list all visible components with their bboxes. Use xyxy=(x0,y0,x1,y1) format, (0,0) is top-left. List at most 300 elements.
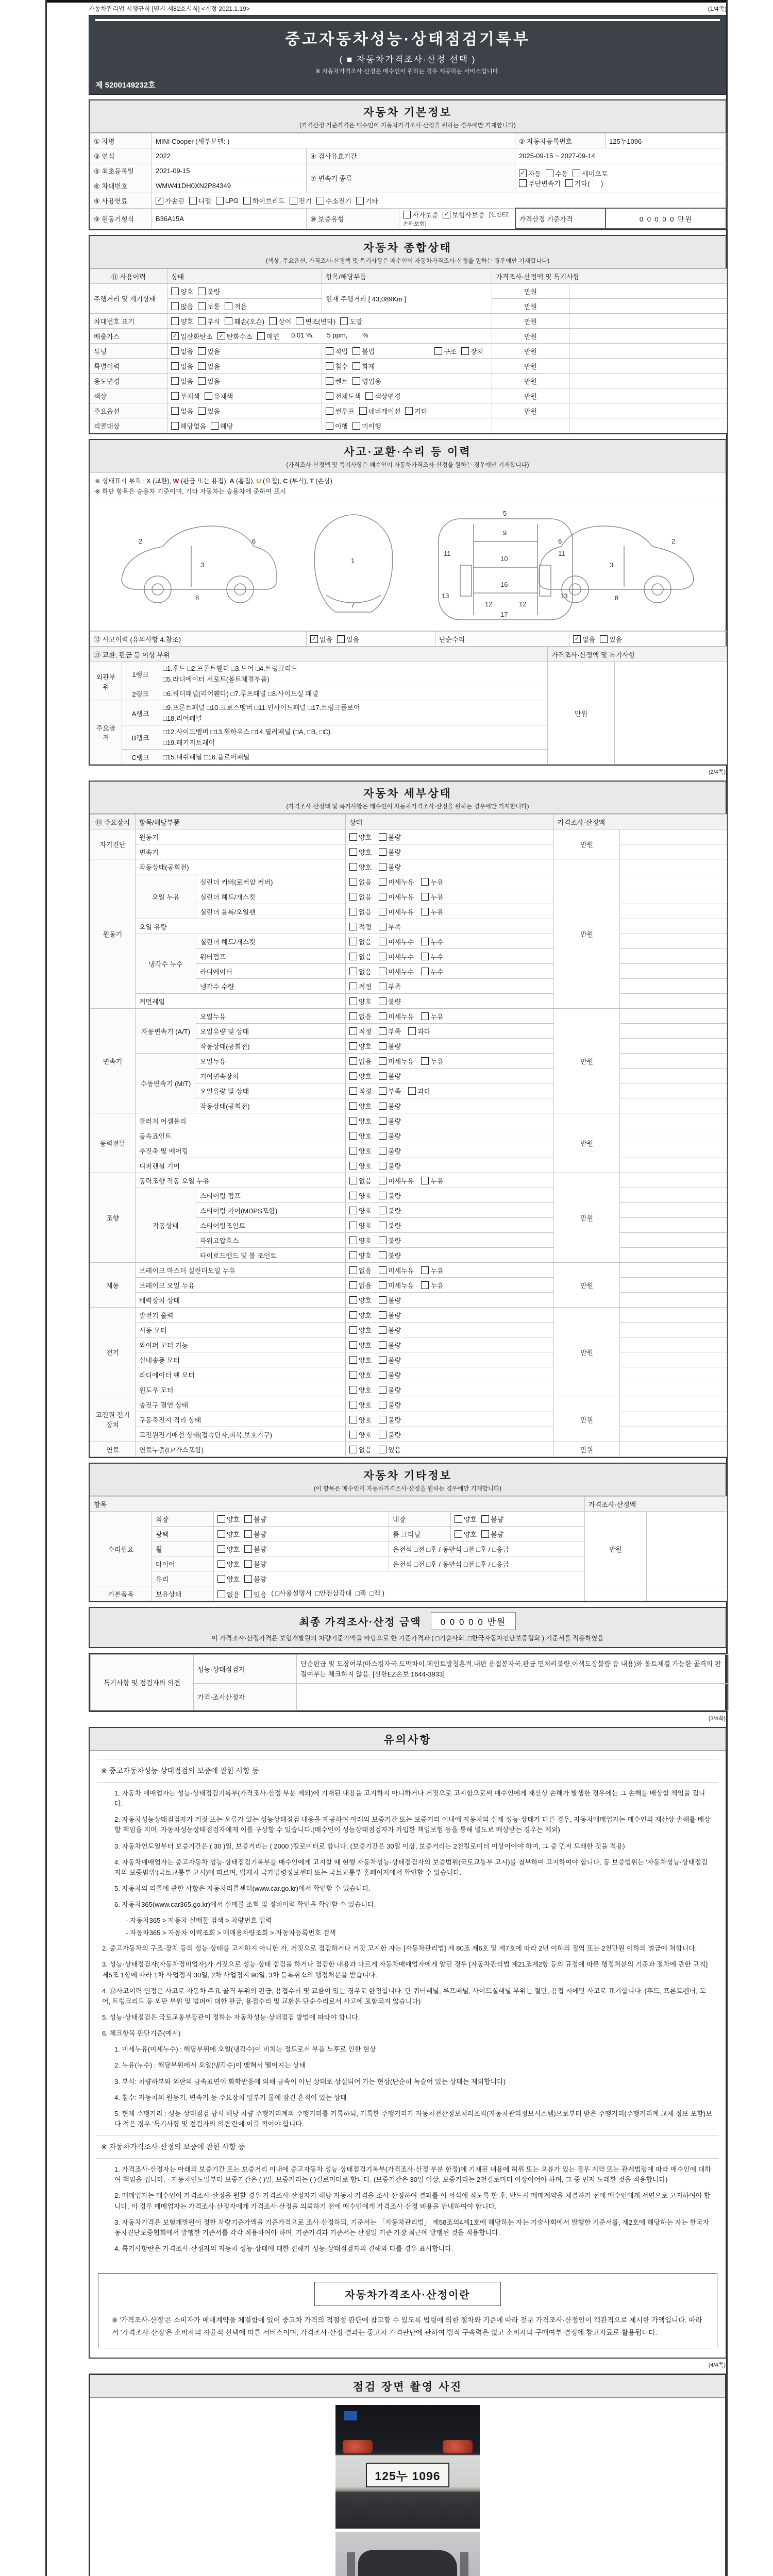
checkbox-label: 양호 xyxy=(359,1117,372,1125)
checkbox-glyph xyxy=(290,197,297,205)
price-unit: 만원 xyxy=(554,859,620,1009)
legend-part: C xyxy=(283,478,288,485)
svg-text:17: 17 xyxy=(500,611,508,618)
checkbox-label: 불량 xyxy=(491,1515,504,1523)
price-unit: 만원 xyxy=(554,1263,620,1308)
inspection-period-label: ④ 검사유효기간 xyxy=(307,148,515,163)
checkbox-glyph xyxy=(379,1132,386,1140)
checkbox-glyph xyxy=(217,1545,225,1553)
checkbox-label: 수동 xyxy=(555,170,568,178)
price-unit: 만원 xyxy=(554,1173,620,1263)
item-label: 배력장치 상태 xyxy=(136,1293,346,1308)
detail-row xyxy=(90,919,727,934)
svg-text:16: 16 xyxy=(500,581,508,588)
state-options xyxy=(346,1412,554,1427)
checkbox-label: 불량 xyxy=(388,1042,401,1050)
checkbox-label: 전기 xyxy=(298,197,312,205)
item-label: 브레이크 오일 누유 xyxy=(136,1278,346,1293)
checkbox xyxy=(171,316,193,326)
notice-item: 5. 자동차의 리콜에 관한 사항은 자동차리콜센터(www.car.go.kr)에서 확인할 수 있습니다. xyxy=(114,1884,371,1892)
price-blank xyxy=(569,418,727,433)
state-options xyxy=(346,1128,554,1143)
checkbox-glyph xyxy=(198,317,206,325)
item-label: 실린더 커버(로커암 커버) xyxy=(196,874,346,889)
rank-items xyxy=(159,750,548,765)
checkbox-label: 수소전기 xyxy=(325,197,351,205)
device-group-label: 연료 xyxy=(90,1442,136,1457)
checkbox xyxy=(349,1056,372,1066)
checkbox-glyph xyxy=(379,1251,386,1259)
checkbox-label: 장치 xyxy=(470,347,483,355)
rank-items xyxy=(159,662,548,686)
state-options xyxy=(346,1098,554,1113)
item-label: 스티어링 기어(MDPS포함) xyxy=(196,1203,346,1218)
legend-part: (부식), xyxy=(288,478,310,485)
checkbox xyxy=(379,1385,401,1395)
checkbox xyxy=(379,1295,401,1305)
notice-item: 1. 자동차 매매업자는 성능·상태점검기록부(가격조사·산정 부분 제외)에 기재된 내용을 고지하지 아니하거나 거짓으로 고지함으로써 매수인에게 재산상 손해가 발생한 경우에는 그 손해를 배상할 책임을 집니다. xyxy=(114,1789,705,1808)
checkbox xyxy=(205,391,233,401)
exchange-panel-header: ⑬ 교환, 판금 등 이상 부위 xyxy=(90,647,548,662)
item-label: 작동상태(공회전) xyxy=(136,859,346,874)
checkbox xyxy=(379,1086,401,1096)
checkbox xyxy=(519,178,561,188)
checkbox-label: 양호 xyxy=(359,1371,372,1379)
rank-group-label: 외판부위 xyxy=(90,662,122,701)
price-blank xyxy=(620,1323,727,1337)
price-blank xyxy=(569,344,727,359)
checkbox-glyph xyxy=(379,1012,386,1020)
checkbox xyxy=(421,877,443,887)
checkbox-glyph xyxy=(340,317,348,325)
checkbox-glyph xyxy=(379,1192,386,1199)
rank-item-line: □1.후드 □2.프론트휀더 □3.도어 □4.트렁크리드 xyxy=(163,665,298,672)
checkbox-glyph xyxy=(198,407,206,415)
checkbox xyxy=(244,1559,266,1569)
checkbox xyxy=(349,1071,372,1081)
checkbox-label: 불량 xyxy=(388,1416,401,1424)
engine-type-label: ⑨ 원동기형식 xyxy=(90,208,152,229)
document-number: 제 5200149232호 xyxy=(95,81,156,90)
checkbox-glyph xyxy=(349,1117,357,1125)
checkbox xyxy=(171,421,206,431)
notice-item: 2. 누유(누수) : 해당부위에서 오일(냉각수)이 맺혀서 떨어지는 상태 xyxy=(114,2061,306,2070)
detail-row xyxy=(90,1143,727,1158)
reg-no-value: 125누1096 xyxy=(606,133,727,148)
checkbox-glyph xyxy=(205,392,212,400)
checkbox-glyph xyxy=(211,422,219,430)
checkbox xyxy=(379,937,414,946)
checkbox xyxy=(379,832,401,842)
checkbox-glyph xyxy=(326,347,333,355)
checkbox xyxy=(352,421,381,431)
final-price-value: 0 0 0 0 0 만원 xyxy=(431,1612,516,1630)
detail-row xyxy=(90,1308,727,1323)
checkbox-label: 양호 xyxy=(359,1236,372,1245)
checkbox-label: 누유 xyxy=(430,893,444,901)
special-history-label: 특별이력 xyxy=(90,359,167,374)
warranty-type-label: ⑩ 보증유형 xyxy=(307,208,399,229)
item-label: 변속기 xyxy=(136,844,346,859)
checkbox-label: 침수 xyxy=(335,362,348,370)
checkbox xyxy=(349,877,372,887)
checkbox-glyph xyxy=(349,1236,357,1244)
checkbox-label: 부족 xyxy=(388,1087,401,1095)
checkbox-label: 불법 xyxy=(362,347,375,355)
etc-col-item: 항목 xyxy=(90,1497,585,1512)
mileage-state-options xyxy=(167,284,322,299)
checkbox xyxy=(434,346,457,356)
checkbox xyxy=(379,1056,414,1066)
state-options xyxy=(346,1337,554,1352)
appraisal-info-title: 자동차가격조사·산정이란 xyxy=(314,2282,501,2306)
notice-item: 3. 부식: 차량하부와 외판의 금속표면이 화학반응에 의해 금속이 아닌 상태로 상실되어 가는 현상(단순히 녹슬어 있는 상태는 제외합니다) xyxy=(114,2077,506,2086)
item-label: 실린더 블록/오일팬 xyxy=(196,904,346,919)
checkbox-glyph: ✓ xyxy=(156,197,163,205)
price-unit: 만원 xyxy=(554,829,620,859)
photos-header xyxy=(90,2375,725,2398)
checkbox xyxy=(316,196,351,206)
checkbox-glyph xyxy=(421,878,429,886)
checkbox xyxy=(349,1325,372,1335)
item-label: 오일누유 xyxy=(196,1009,346,1024)
detail-row xyxy=(90,1113,727,1128)
detail-row xyxy=(90,1337,727,1352)
vin-mark-options xyxy=(167,314,492,329)
tuning-label: 튜닝 xyxy=(90,344,167,359)
notice-title: 유의사항 xyxy=(383,1734,432,1746)
price-blank xyxy=(620,1083,727,1098)
checkbox-glyph: ✓ xyxy=(310,635,318,643)
price-blank xyxy=(620,1128,727,1143)
car-silhouette xyxy=(358,2550,457,2576)
checkbox-glyph xyxy=(326,392,333,400)
checkbox-glyph xyxy=(217,1530,225,1538)
checkbox xyxy=(217,1559,240,1569)
svg-text:7: 7 xyxy=(351,601,355,609)
checkbox-label: 도말 xyxy=(349,317,363,326)
checkbox-glyph xyxy=(421,1177,429,1184)
warranty-insurer: [신한EZ손해보험] xyxy=(403,211,509,227)
checkbox-glyph xyxy=(171,317,179,325)
checkbox-glyph xyxy=(565,179,573,187)
checkbox-glyph xyxy=(349,1042,357,1050)
etc-col-price: 가격조사·산정액 xyxy=(585,1497,727,1512)
polish-label: 광택 xyxy=(152,1527,214,1541)
checkbox xyxy=(211,421,233,431)
checkbox-glyph xyxy=(217,1560,225,1568)
basic-info-note: (가격산정 기준가격은 매수인이 자동차가격조사·산정을 원하는 경우에만 기재합니다) xyxy=(299,123,516,129)
checkbox xyxy=(403,210,438,219)
checkbox-glyph xyxy=(379,938,386,945)
detail-row xyxy=(90,1397,727,1412)
final-price-note: 이 가격조사·산정가격은 보험개발원의 차량기준가액을 바탕으로 한 기준가격과 ( □기술사회, □한국자동차진단보증협회 ) 기준서를 적용하였음 xyxy=(211,1635,604,1642)
recall-label: 리콜대상 xyxy=(90,418,167,433)
checkbox xyxy=(481,1529,503,1539)
vin-value: WMW41DH0XN2P84349 xyxy=(152,178,307,193)
checkbox-glyph xyxy=(349,1251,357,1259)
checkbox-label: 불량 xyxy=(388,1222,401,1230)
etc-note: (이 항목은 매수인이 자동차가격조사·산정을 원하는 경우에만 기재합니다) xyxy=(314,1486,501,1492)
sub-group-label: 작동상태 xyxy=(136,1188,196,1263)
state-options xyxy=(346,1248,554,1263)
checkbox xyxy=(421,1176,443,1185)
checkbox-glyph xyxy=(171,287,179,295)
possession-options xyxy=(214,1586,585,1601)
checkbox-label: 없음 xyxy=(180,362,194,370)
checkbox xyxy=(379,1235,401,1245)
svg-text:6: 6 xyxy=(252,537,256,545)
overall-state-header xyxy=(90,236,726,268)
price-blank xyxy=(492,418,569,433)
checkbox-glyph xyxy=(379,1401,386,1409)
price-unit: 만원 xyxy=(492,374,569,388)
checkbox-label: 양호 xyxy=(227,1530,240,1538)
price-unit: 만원 xyxy=(492,344,569,359)
checkbox-glyph xyxy=(349,1207,357,1214)
checkbox-label: 없음 xyxy=(359,953,372,961)
state-options xyxy=(346,979,554,994)
price-unit: 만원 xyxy=(492,314,569,329)
checkbox-label: 양호 xyxy=(359,1147,372,1155)
checkbox-label: 불량 xyxy=(388,1236,401,1245)
checkbox-label: 미세누수 xyxy=(388,938,414,946)
checkbox xyxy=(349,981,372,991)
checkbox-label: 양호 xyxy=(227,1575,240,1583)
item-label: 스티어링 펌프 xyxy=(196,1188,346,1203)
legend-part: T xyxy=(310,478,314,485)
checkbox-label: 부족 xyxy=(388,982,401,991)
checkbox-label: 해당없음 xyxy=(180,422,207,430)
checkbox-glyph xyxy=(365,392,373,400)
state-options xyxy=(346,919,554,934)
checkbox-glyph xyxy=(421,1266,429,1274)
checkbox-label: 양호 xyxy=(227,1560,240,1568)
state-options xyxy=(346,1024,554,1039)
price-blank xyxy=(647,1512,727,1586)
checkbox-glyph xyxy=(379,1431,386,1438)
price-blank xyxy=(620,874,727,889)
checkbox-label: 불량 xyxy=(388,1072,401,1080)
checkbox xyxy=(290,196,312,206)
vin-mark-label: 차대번호 표기 xyxy=(90,314,167,329)
price-blank xyxy=(569,388,727,403)
checkbox-label: 전체도색 xyxy=(335,392,361,400)
item-label: 구동축전지 격리 상태 xyxy=(136,1412,346,1427)
checkbox xyxy=(379,1161,401,1171)
price-blank xyxy=(620,1397,727,1412)
svg-text:11: 11 xyxy=(558,550,565,557)
checkbox-label: 자동 xyxy=(528,170,542,178)
checkbox-glyph xyxy=(421,1012,429,1020)
rank-item-line: □5.라디에이터 서포트(볼트체결부품) xyxy=(163,675,270,683)
checkbox-label: 불량 xyxy=(388,1102,401,1110)
checkbox xyxy=(349,1161,372,1171)
checkbox-label: 양호 xyxy=(359,997,372,1006)
checkbox-label: 과다 xyxy=(417,1087,431,1095)
checkbox xyxy=(352,361,375,371)
legend-part: X xyxy=(146,478,151,485)
room-cleaning-label: 룸 크리닝 xyxy=(389,1527,451,1541)
checkbox xyxy=(349,1280,372,1290)
state-options xyxy=(346,1427,554,1442)
checkbox xyxy=(349,1445,372,1454)
checkbox xyxy=(225,301,247,311)
checkbox-label: 적정 xyxy=(359,923,372,931)
item-label: 실린더 헤드/개스킷 xyxy=(196,934,346,949)
exchange-price-header: 가격조사·산정액 및 특기사항 xyxy=(548,647,727,662)
checkbox-glyph xyxy=(257,332,265,340)
checkbox-label: 불량 xyxy=(388,848,401,856)
final-price-label: 최종 가격조사·산정 금액 xyxy=(299,1617,422,1628)
checkbox-label: 없음 xyxy=(582,635,596,643)
final-price-section xyxy=(89,1607,727,1648)
vehicle-diagram xyxy=(90,499,726,631)
inspection-photo-rear xyxy=(335,2405,480,2529)
checkbox-glyph xyxy=(421,938,429,945)
etc-info-table xyxy=(90,1496,727,1601)
repair-needed-label: 수리필요 xyxy=(90,1512,152,1586)
mileage-amount-options xyxy=(167,299,322,314)
checkbox-label: 부식 xyxy=(207,317,221,326)
checkbox-label: 양호 xyxy=(359,1431,372,1439)
notice-item: - 자동차365 > 자동차 이력조회 > 매매용차량조회 > 자동차등록번호 검색 xyxy=(126,1928,336,1937)
checkbox-label: 렌트 xyxy=(335,377,348,385)
state-options xyxy=(346,1323,554,1337)
checkbox-label: 양호 xyxy=(359,1102,372,1110)
current-mileage: 현재 주행거리 [ 43,089Km ] xyxy=(322,284,492,314)
notice-item: 6. 자동차365(www.car365.go.kr)에서 실매물 조회 및 정비이력 확인을 확인할 수 있습니다. xyxy=(114,1901,376,1909)
checkbox-glyph xyxy=(198,377,206,385)
state-options xyxy=(346,889,554,904)
state-options xyxy=(346,1308,554,1323)
main-options-detail xyxy=(322,403,492,418)
price-blank xyxy=(620,964,727,979)
price-blank xyxy=(620,1024,727,1039)
checkbox-label: 있음 xyxy=(207,407,221,415)
rank-group-label: 주요골격 xyxy=(90,701,122,765)
checkbox xyxy=(405,406,427,416)
tuning-options xyxy=(167,344,322,359)
checkbox-glyph xyxy=(337,635,345,643)
checkbox-glyph xyxy=(244,1590,252,1598)
checkbox xyxy=(244,1544,266,1554)
checkbox-checked xyxy=(573,634,595,644)
state-options xyxy=(346,874,554,889)
detail-row xyxy=(90,994,727,1009)
checkbox-glyph: ✓ xyxy=(171,332,179,340)
state-options xyxy=(346,1293,554,1308)
license-plate: 125누 1096 xyxy=(366,2463,449,2487)
lift-post-left xyxy=(347,2552,355,2576)
special-history-options xyxy=(167,359,322,374)
checkbox xyxy=(326,406,355,416)
checkbox-label: 없음 xyxy=(359,908,372,916)
wheel-label: 휠 xyxy=(152,1541,214,1556)
checkbox xyxy=(546,168,568,178)
checkbox xyxy=(349,1235,372,1245)
checkbox-label: 불량 xyxy=(254,1575,267,1583)
checkbox-glyph xyxy=(379,1296,386,1304)
checkbox-label: 양호 xyxy=(359,1401,372,1409)
checkbox-label: 누유 xyxy=(430,1012,444,1021)
checkbox-label: 누유 xyxy=(430,878,444,886)
checkbox-label: 양호 xyxy=(359,1251,372,1260)
tail-light-right xyxy=(443,2440,473,2453)
checkbox xyxy=(421,967,443,976)
checkbox-glyph xyxy=(379,833,386,841)
checkbox-glyph xyxy=(349,908,357,916)
svg-text:9: 9 xyxy=(503,529,507,537)
checkbox-glyph xyxy=(379,1236,386,1244)
checkbox-label: 불량 xyxy=(254,1515,267,1523)
checkbox xyxy=(455,1529,477,1539)
checkbox-glyph xyxy=(546,170,553,177)
notice-item: - 자동차365 > 자동차 실매물 검색 > 차량번호 입력 xyxy=(126,1917,272,1925)
checkbox xyxy=(349,967,372,976)
state-options xyxy=(346,1442,554,1457)
item-label: 오일유량 및 상태 xyxy=(196,1083,346,1098)
checkbox-label: 미세누유 xyxy=(388,893,414,901)
price-unit: 만원 xyxy=(554,1397,620,1442)
price-blank xyxy=(620,1143,727,1158)
device-group-label: 자기진단 xyxy=(90,829,136,859)
checkbox xyxy=(379,862,401,872)
usage-change-label: 용도변경 xyxy=(90,374,167,388)
notice-item: 2. 자동차성능상태점검자가 거짓 또는 오류가 있는 성능상태점검 내용을 제공하여 아래의 보증기간 또는 보증거리 이내에 자동차의 실제 성능·상태가 다른 경우, 자동차매매업자는 매수인의 재산상 손해를 배상할 책임을 지며, 자동차성능상태점검자에게 이를 구상할 수 있습니다.(매수인이 성능상태점검자가 가입한 책임보험 등을 통해 별도로 배상받는 경우는 제외) xyxy=(114,1816,711,1834)
checkbox xyxy=(421,937,443,946)
checkbox-label: 누수 xyxy=(430,968,444,976)
detail-state-table xyxy=(90,814,727,1457)
item-label: 발전기 출력 xyxy=(136,1308,346,1323)
checkbox-glyph xyxy=(349,1132,357,1140)
checkbox-glyph xyxy=(379,1162,386,1170)
svg-text:5: 5 xyxy=(503,510,507,517)
tuning-detail-options xyxy=(322,344,492,359)
rank-label: 2랭크 xyxy=(122,686,159,701)
checkbox-glyph xyxy=(349,1087,357,1095)
checkbox-label: 있음 xyxy=(207,347,221,355)
legend-part: (손상) xyxy=(313,478,332,485)
price-blank xyxy=(569,374,727,388)
checkbox-glyph: ✓ xyxy=(217,332,225,340)
checkbox xyxy=(349,1191,372,1200)
price-unit: 만원 xyxy=(548,662,615,765)
overall-state-title: 자동차 종합상태 xyxy=(363,242,452,254)
legend-part: A xyxy=(229,478,234,485)
item-label: 워터펌프 xyxy=(196,949,346,964)
checkbox-glyph xyxy=(217,1515,225,1523)
glass-label: 유리 xyxy=(152,1571,214,1586)
item-label: 추진축 및 베어링 xyxy=(136,1143,346,1158)
checkbox-glyph xyxy=(349,1072,357,1080)
price-blank xyxy=(620,1263,727,1278)
checkbox-label: 불량 xyxy=(388,1296,401,1304)
color-detail xyxy=(322,388,492,403)
item-label: 실린더 헤드/개스킷 xyxy=(196,889,346,904)
checkbox-label: 기타 xyxy=(365,197,379,205)
checkbox xyxy=(379,1280,414,1290)
checkbox xyxy=(573,168,608,178)
checkbox xyxy=(349,1400,372,1410)
checkbox-label: 양호 xyxy=(359,1326,372,1334)
checkbox-label: 불량 xyxy=(207,287,221,296)
checkbox-glyph xyxy=(349,848,357,856)
rank-row xyxy=(90,662,727,686)
checkbox xyxy=(171,406,193,416)
checkbox xyxy=(349,1101,372,1111)
rank-item-line: □12.사이드멤버 □13.휠하우스 □14.필러패널 (□A, □B, □C) xyxy=(163,728,331,736)
